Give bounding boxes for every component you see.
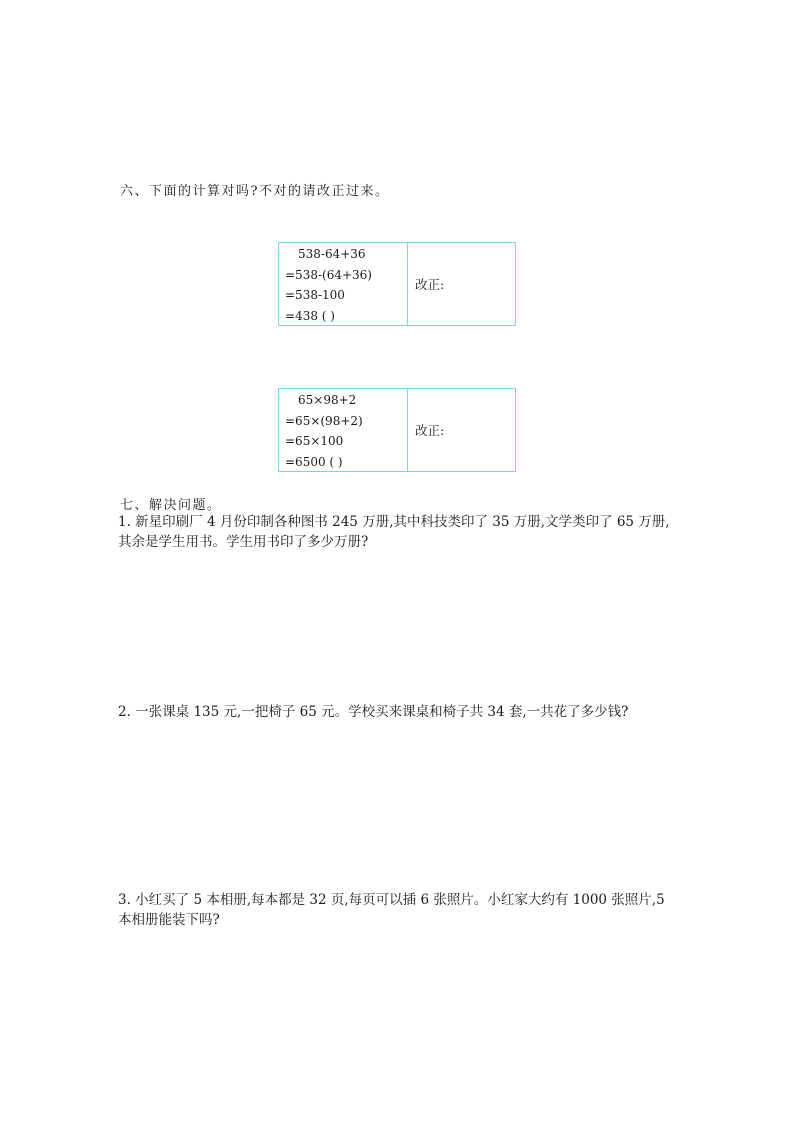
calc-line: =65×(98+2) — [285, 413, 363, 428]
calc-line-answer[interactable]: =6500 ( ) — [285, 454, 343, 469]
correction-label: 改正: — [415, 423, 445, 438]
correction-area[interactable] — [408, 243, 515, 325]
calculation-steps — [279, 389, 408, 471]
calculation-box-1 — [278, 242, 516, 326]
calc-line: =538-100 — [285, 288, 345, 302]
section7-heading: 七、解决问题。 — [120, 498, 222, 513]
calc-line-answer[interactable]: =438 ( ) — [285, 308, 335, 323]
calc-line: =65×100 — [285, 434, 344, 448]
section6-heading: 六、下面的计算对吗?不对的请改正过来。 — [120, 184, 390, 199]
calc-line: =538-(64+36) — [285, 267, 372, 282]
calculation-box-2 — [278, 388, 516, 472]
correction-label: 改正: — [415, 277, 445, 292]
calc-line: 538-64+36 — [298, 247, 366, 261]
problem-1: 1. 新星印刷厂 4 月份印制各种图书 245 万册,其中科技类印了 35 万册,文学类印了 65 万册,其余是学生用书。学生用书印了多少万册? — [118, 514, 670, 550]
calc-line: 65×98+2 — [298, 393, 357, 407]
calculation-steps — [279, 243, 408, 325]
problem-3: 3. 小红买了 5 本相册,每本都是 32 页,每页可以插 6 张照片。小红家大约有 1000 张照片,5 本相册能装下吗? — [118, 892, 665, 928]
correction-area[interactable] — [408, 389, 515, 471]
problem-2: 2. 一张课桌 135 元,一把椅子 65 元。学校买来课桌和椅子共 34 套,一共花了多少钱? — [118, 704, 629, 720]
